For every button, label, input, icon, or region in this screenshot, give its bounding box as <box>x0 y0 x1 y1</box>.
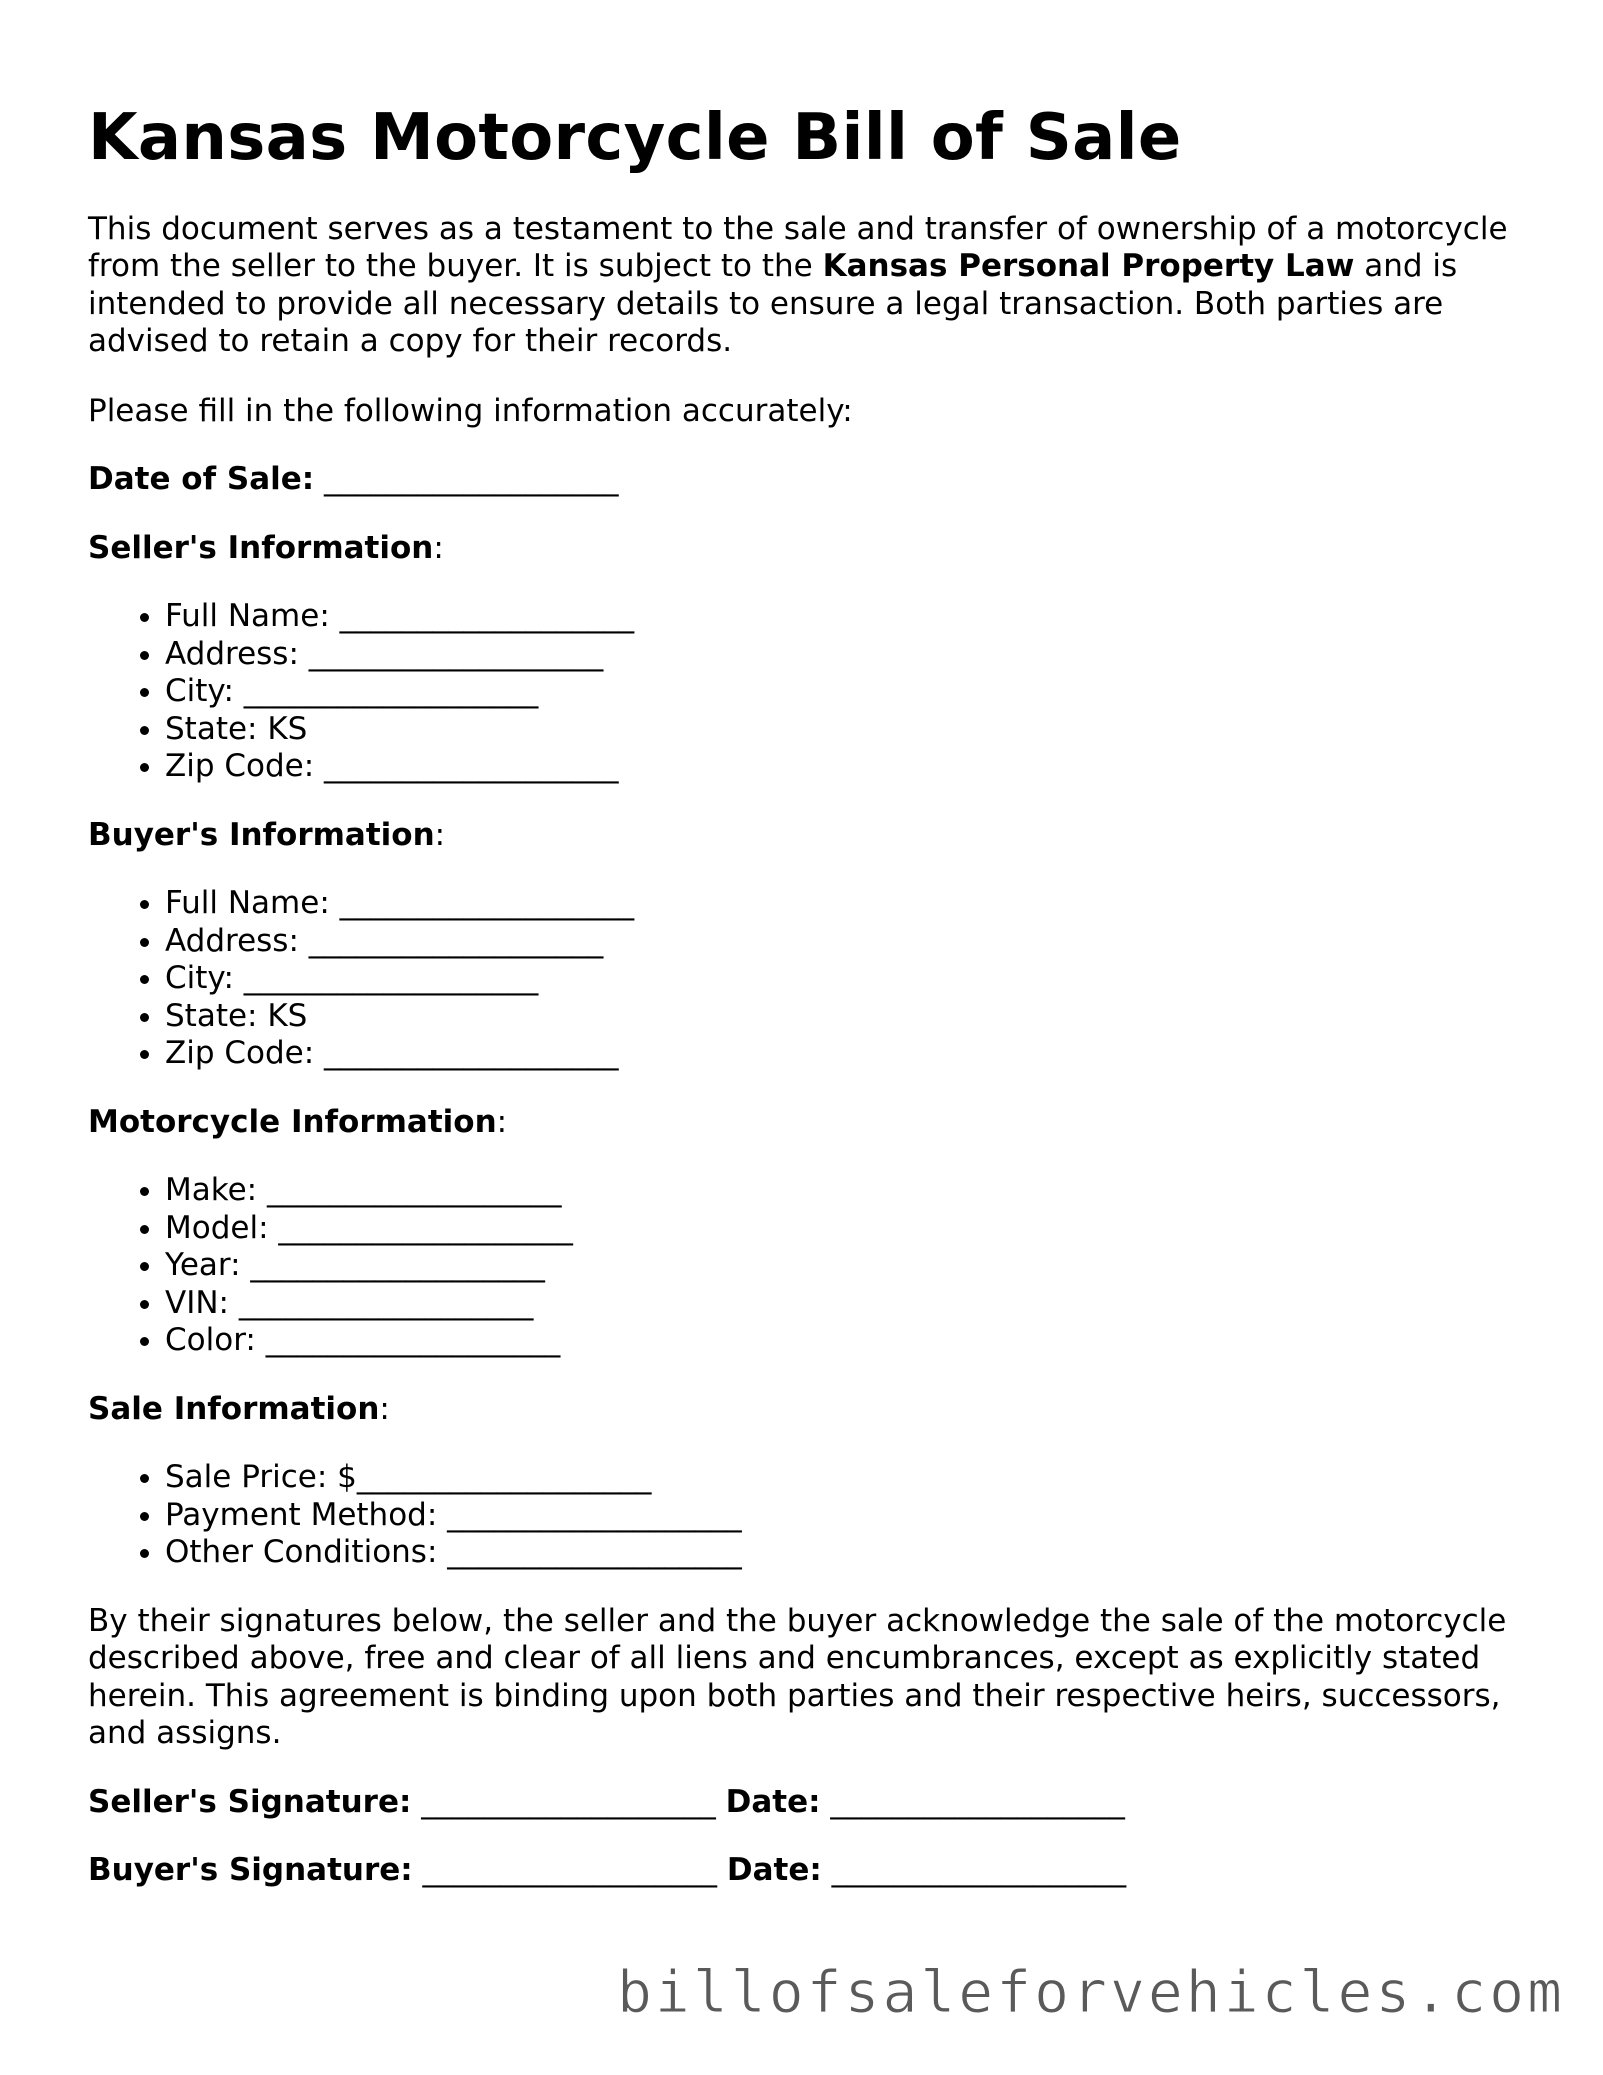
motorcycle-vin-field[interactable]: • VIN: ___________________ <box>165 1285 1508 1323</box>
buyer-date-blank[interactable]: ___________________ <box>831 1852 1127 1889</box>
sale-heading-colon: : <box>379 1390 390 1427</box>
date-of-sale-label: Date of Sale: <box>88 461 315 498</box>
buyer-section-heading <box>88 817 1508 855</box>
other-conditions-field[interactable]: • Other Conditions: ___________________ <box>165 1534 1508 1572</box>
seller-city-field[interactable]: • City: ___________________ <box>165 673 1508 711</box>
seller-address-field[interactable]: • Address: ___________________ <box>165 636 1508 674</box>
seller-heading-colon: : <box>433 529 444 566</box>
motorcycle-heading-text: Motorcycle Information <box>88 1103 497 1140</box>
payment-method-field[interactable]: • Payment Method: ___________________ <box>165 1497 1508 1535</box>
buyer-info-list <box>88 885 1508 1073</box>
buyer-city-field[interactable]: • City: ___________________ <box>165 960 1508 998</box>
buyer-address-field[interactable]: • Address: ___________________ <box>165 923 1508 961</box>
buyer-signature-label: Buyer's Signature: <box>88 1852 413 1889</box>
document-title: Kansas Motorcycle Bill of Sale <box>88 101 1182 175</box>
intro-text-end: and is intended to provide all necessary details to ensure a legal transaction. Both parties are advised to retain a copy for their records. <box>88 248 1458 360</box>
instruction-text: Please fill in the following information accurately: <box>88 392 853 429</box>
buyer-heading-colon: : <box>434 816 446 853</box>
seller-signature-row <box>88 1784 1508 1822</box>
sale-info-list <box>88 1459 1508 1572</box>
motorcycle-section-heading <box>88 1104 1508 1142</box>
sale-section-heading <box>88 1391 1508 1429</box>
seller-zip-field[interactable]: • Zip Code: ___________________ <box>165 748 1508 786</box>
seller-info-list <box>88 598 1508 786</box>
motorcycle-year-field[interactable]: • Year: ___________________ <box>165 1247 1508 1285</box>
site-watermark: billofsaleforvehicles.com <box>617 1958 1565 2026</box>
buyer-date-label: Date: <box>726 1852 822 1889</box>
seller-section-heading <box>88 530 1508 568</box>
seller-date-label: Date: <box>725 1783 821 1820</box>
buyer-heading-text: Buyer's Information <box>88 816 435 853</box>
buyer-zip-field[interactable]: • Zip Code: ___________________ <box>165 1035 1508 1073</box>
motorcycle-make-field[interactable]: • Make: ___________________ <box>165 1172 1508 1210</box>
seller-full-name-field[interactable]: • Full Name: ___________________ <box>165 598 1508 636</box>
buyer-signature-row <box>88 1852 1508 1890</box>
intro-text-start: This document serves as a testament to the sale and transfer of ownership of a motorcycle from the seller to the buyer. It is subject to the <box>88 210 1508 285</box>
sale-price-field[interactable]: • Sale Price: $___________________ <box>165 1459 1508 1497</box>
sale-heading-text: Sale Information <box>88 1390 380 1427</box>
seller-heading-text: Seller's Information <box>88 529 434 566</box>
date-of-sale-blank[interactable]: ___________________ <box>324 461 619 498</box>
acknowledgement-paragraph: By their signatures below, the seller and the buyer acknowledge the sale of the motorcycle described above, free and clear of all liens and encumbrances, except as explicitly stated herein. This agreement is binding upon both parties and their respective heirs, successors, and assigns. <box>88 1602 1507 1752</box>
document-page <box>88 100 1508 1921</box>
intro-paragraph <box>88 211 1508 361</box>
buyer-state-field: • State: KS <box>165 998 1508 1036</box>
buyer-full-name-field[interactable]: • Full Name: ___________________ <box>165 885 1508 923</box>
seller-date-blank[interactable]: ___________________ <box>830 1783 1125 1820</box>
motorcycle-heading-colon: : <box>496 1103 508 1140</box>
motorcycle-color-field[interactable]: • Color: ___________________ <box>165 1322 1508 1360</box>
law-reference: Kansas Personal Property Law <box>822 248 1355 285</box>
seller-state-field: • State: KS <box>165 711 1508 749</box>
date-of-sale-field[interactable] <box>88 461 1508 499</box>
buyer-signature-blank[interactable]: ___________________ <box>422 1852 718 1889</box>
motorcycle-model-field[interactable]: • Model: ___________________ <box>165 1210 1508 1248</box>
seller-signature-blank[interactable]: ___________________ <box>421 1783 716 1820</box>
motorcycle-info-list <box>88 1172 1508 1360</box>
seller-signature-label: Seller's Signature: <box>88 1783 412 1820</box>
